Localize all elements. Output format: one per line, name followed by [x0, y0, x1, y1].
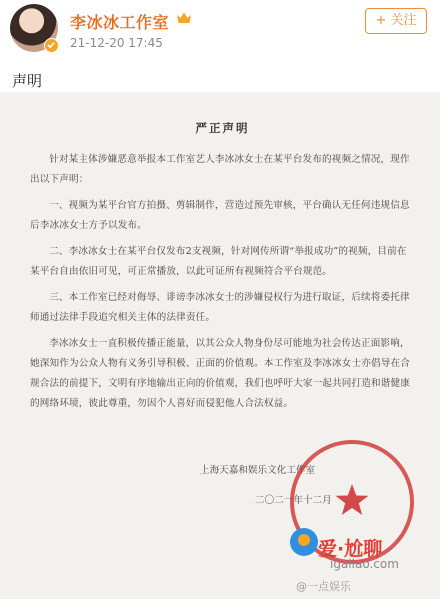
post-header	[0, 0, 440, 56]
statement-title: 严正声明	[195, 121, 250, 135]
statement-paragraph: 二、李冰冰女士在某平台仅发布2支视频，针对网传所谓“举报成功”的视频，目前在某平台自由依旧可见，可正常播放，以此可证所有视频符合平台规范。	[30, 246, 407, 277]
watermark-brand: 爱·尬聊	[318, 538, 383, 560]
statement-paragraph: 三、本工作室已经对侮辱、诽谤李冰冰女士的涉嫌侵权行为进行取证，后续将委托律师通过法律手段追究相关主体的法律责任。	[30, 292, 410, 323]
vip-crown-icon	[176, 11, 192, 25]
watermark-url: igaliao.com	[330, 557, 399, 571]
seal-star-icon	[334, 482, 370, 518]
verified-badge-icon	[44, 38, 59, 53]
follow-button[interactable]: + 关注	[365, 8, 427, 34]
statement-signer: 上海天嘉和娱乐文化工作室	[200, 465, 316, 476]
statement-paragraph: 一、视频为某平台官方拍摄、剪辑制作，营造过预先审核，平台确认无任何违规信息后李冰冰女士方予以发布。	[30, 200, 410, 231]
post-time: 21-12-20 17:45	[70, 36, 163, 50]
watermark-logo-icon	[290, 528, 318, 556]
post-text: 声明	[12, 72, 43, 90]
statement-body	[30, 120, 415, 420]
statement-paragraph: 针对某主体涉嫌恶意举报本工作室艺人李冰冰女士在某平台发布的视频之情况，现作出以下声明：	[30, 154, 410, 185]
statement-paragraph: 李冰冰女士一直积极传播正能量，以其公众人物身份尽可能地为社会传达正面影响，她深知作为公众人物有义务引导积极、正面的价值观。本工作室及李冰冰女士亦倡导在合规合法的前提下，文明有序地输出正向的价值观，我们也呼吁大家一起共同打造和谐健康的网络环境，彼此尊重，勿因个人喜好而侵犯他人合法权益。	[30, 338, 411, 409]
watermark-source: @一点娱乐	[296, 580, 351, 593]
author-name[interactable]: 李冰冰工作室	[70, 13, 170, 32]
statement-date: 二〇二一年十二月	[255, 495, 332, 506]
